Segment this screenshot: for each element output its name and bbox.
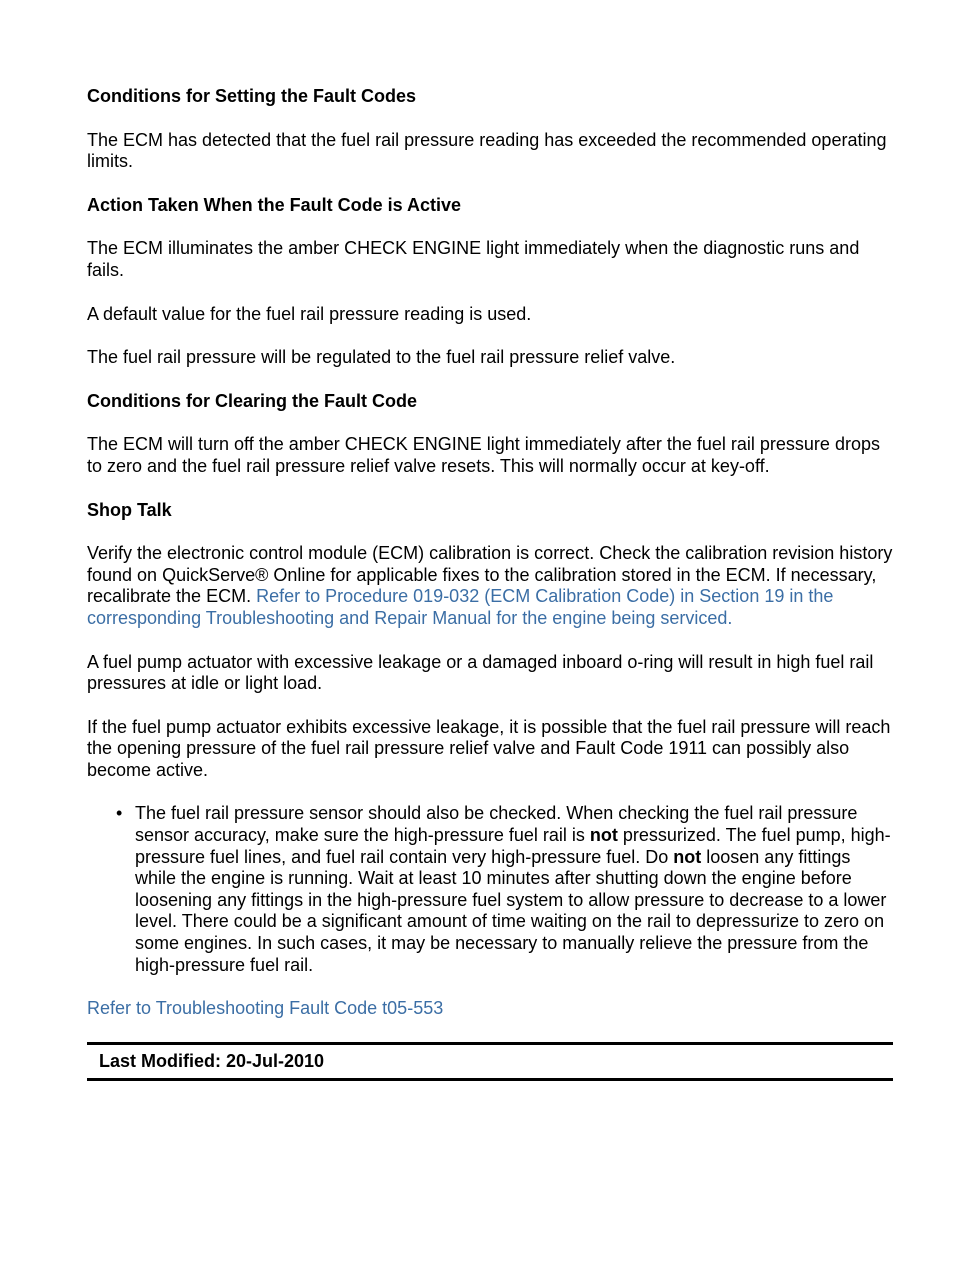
clearing-heading: Conditions for Clearing the Fault Code xyxy=(87,390,417,411)
list-item xyxy=(116,803,893,976)
setting-heading: Conditions for Setting the Fault Codes xyxy=(87,86,416,106)
bullet-bold-1: not xyxy=(589,825,618,846)
shoptalk-text-3: If the fuel pump actuator exhibits excessive leakage, it is possible that the fuel rail pressure will reach the opening pressure of the fuel rail pressure relief valve and Fault Code 1911 can possibly also become active. xyxy=(87,716,891,780)
shoptalk-text-1: Verify the electronic control module (ECM) calibration is correct. Check the calibration revision history found on QuickServe® Online for applicable fixes to the calibration stored in the ECM. If necessary, recalibrate the ECM. xyxy=(87,543,893,607)
setting-text: The ECM has detected that the fuel rail pressure reading has exceeded the recommended operating limits. xyxy=(87,129,887,172)
action-text-2: A default value for the fuel rail pressure reading is used. xyxy=(87,303,532,324)
fault-code-link[interactable]: Refer to Troubleshooting Fault Code t05-553 xyxy=(87,998,444,1019)
action-text-3: The fuel rail pressure will be regulated to the fuel rail pressure relief valve. xyxy=(87,347,676,368)
bullet-text-part-3: loosen any fittings while the engine is running. Wait at least 10 minutes after shutting down the engine before loosening any fittings in the high-pressure fuel system to allow pressure to decrease to a lower level. There could be a significant amount of time waiting on the rail to depressurize to zero on some engines. In such cases, it may be necessary to manually relieve the pressure from the high-pressure fuel rail. xyxy=(135,846,887,975)
shoptalk-heading: Shop Talk xyxy=(87,499,172,520)
shoptalk-text-2: A fuel pump actuator with excessive leakage or a damaged inboard o-ring will result in high fuel rail pressures at idle or light load. xyxy=(87,651,874,694)
bullet-text-part-2: pressurized. The fuel pump, high-pressure fuel lines, and fuel rail contain very high-pressure fuel. Do xyxy=(135,825,891,867)
bullet-icon: • xyxy=(116,803,123,824)
ecm-calibration-procedure-link[interactable]: Refer to Procedure 019-032 (ECM Calibration Code) in Section 19 in the corresponding Troubleshooting and Repair Manual for the engine being serviced. xyxy=(87,586,834,628)
refer-paragraph xyxy=(87,998,893,1020)
document-page xyxy=(87,86,893,1081)
bullet-bold-2: not xyxy=(673,846,702,867)
bullet-list xyxy=(87,803,893,976)
last-modified-footer xyxy=(87,1042,893,1082)
bullet-text-part-1: The fuel rail pressure sensor should also be checked. When checking the fuel rail pressure sensor accuracy, make sure the high-pressure fuel rail is xyxy=(135,803,858,846)
action-heading: Action Taken When the Fault Code is Active xyxy=(87,194,462,215)
action-text-1: The ECM illuminates the amber CHECK ENGINE light immediately when the diagnostic runs and fails. xyxy=(87,238,860,280)
clearing-text: The ECM will turn off the amber CHECK ENGINE light immediately after the fuel rail pressure drops to zero and the fuel rail pressure relief valve resets. This will normally occur at key-off. xyxy=(87,434,880,476)
last-modified-label: Last Modified: 20-Jul-2010 xyxy=(99,1050,325,1071)
shoptalk-paragraph-1 xyxy=(87,543,893,629)
